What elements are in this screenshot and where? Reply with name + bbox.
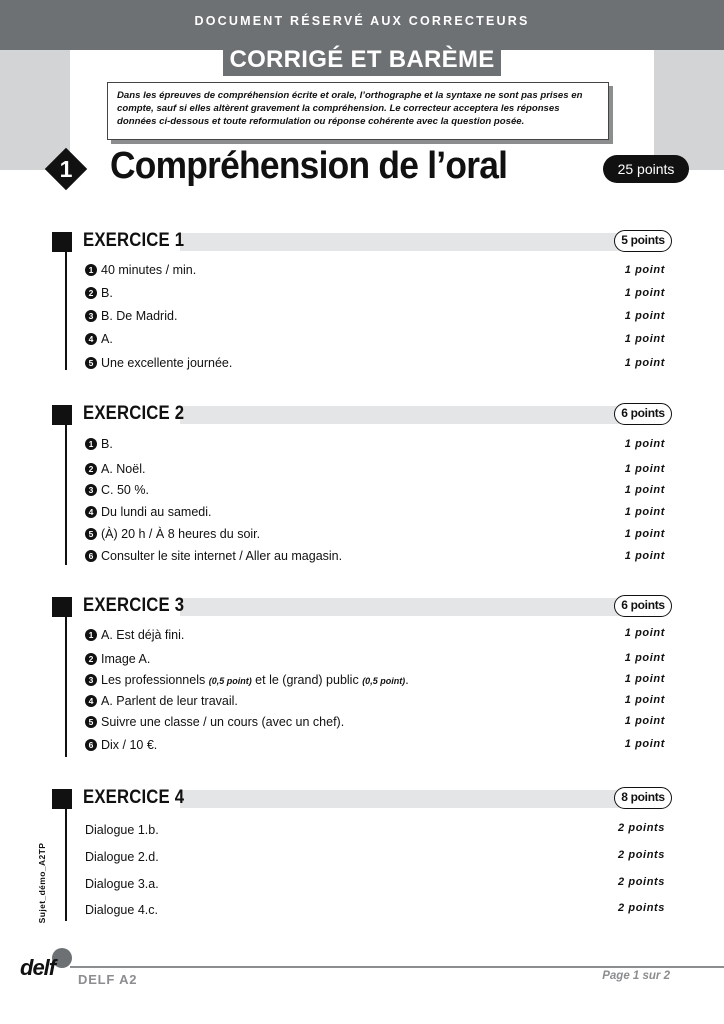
answer-row: Dialogue 2.d.: [85, 850, 159, 864]
answer-number-icon: 6: [85, 550, 97, 562]
answer-row: [85, 715, 344, 729]
answer-number-icon: 4: [85, 333, 97, 345]
answer-row: [85, 505, 211, 519]
exercise-rule: [65, 617, 67, 757]
answer-number-icon: 4: [85, 695, 97, 707]
document-code: Sujet_démo_A2TP: [37, 842, 47, 924]
exercise-points-badge: 6 points: [614, 595, 672, 617]
answer-text: A. Parlent de leur travail.: [101, 694, 238, 708]
answer-text: Image A.: [101, 652, 151, 666]
answer-text: (À) 20 h / À 8 heures du soir.: [101, 527, 261, 541]
exercise-points-badge: 8 points: [614, 787, 672, 809]
answer-points: 2 points: [618, 849, 665, 861]
answer-points: 1 point: [624, 287, 665, 299]
exercise-marker-icon: [52, 405, 72, 425]
answer-points: 1 point: [624, 627, 665, 639]
answer-number-icon: 2: [85, 653, 97, 665]
exercise-title: EXERCICE 2: [83, 403, 185, 424]
answer-row: [85, 286, 113, 300]
answer-points: 1 point: [624, 264, 665, 276]
exercise-band: [180, 233, 620, 251]
answer-row: Dialogue 4.c.: [85, 903, 158, 917]
answer-inline-points: (0,5 point): [362, 676, 406, 686]
answer-row: [85, 309, 177, 323]
answer-row: [85, 263, 196, 277]
answer-text: A. Est déjà fini.: [101, 628, 185, 642]
exam-level: DELF A2: [78, 972, 138, 987]
answer-number-icon: 6: [85, 739, 97, 751]
answer-text: Une excellente journée.: [101, 356, 233, 370]
answer-points: 1 point: [624, 484, 665, 496]
answer-row: Dialogue 1.b.: [85, 823, 159, 837]
answer-row: [85, 673, 409, 687]
answer-number-icon: 5: [85, 528, 97, 540]
exercise-band: [180, 406, 620, 424]
answer-number-icon: 2: [85, 287, 97, 299]
answer-row: Dialogue 3.a.: [85, 877, 159, 891]
answer-number-icon: 3: [85, 484, 97, 496]
answer-row: [85, 332, 113, 346]
exercise-rule: [65, 252, 67, 370]
answer-points: 2 points: [618, 902, 665, 914]
answer-text: 40 minutes / min.: [101, 263, 197, 277]
answer-number-icon: 5: [85, 716, 97, 728]
document-title: CORRIGÉ ET BARÈME: [223, 43, 501, 76]
answer-points: 1 point: [624, 333, 665, 345]
answer-points: 1 point: [624, 673, 665, 685]
answer-inline-points: (0,5 point): [208, 676, 252, 686]
answer-row: [85, 356, 232, 370]
answer-number-icon: 1: [85, 629, 97, 641]
page-number: Page 1 sur 2: [602, 970, 670, 982]
header-side-right: [654, 50, 724, 170]
answer-points: 1 point: [624, 310, 665, 322]
exercise-rule: [65, 425, 67, 565]
answer-points: 1 point: [624, 528, 665, 540]
answer-points: 1 point: [624, 694, 665, 706]
exercise-marker-icon: [52, 232, 72, 252]
answer-text: et le (grand) public: [251, 673, 363, 687]
answer-text: Dix / 10 €.: [101, 738, 158, 752]
answer-text: .: [405, 673, 409, 687]
footer-rule: [70, 966, 724, 968]
section-title: Compréhension de l’oral: [110, 145, 508, 187]
answer-number-icon: 3: [85, 310, 97, 322]
answer-text: A.: [101, 332, 113, 346]
answer-row: [85, 462, 145, 476]
answer-number-icon: 3: [85, 674, 97, 686]
answer-row: [85, 527, 260, 541]
answer-row: [85, 483, 149, 497]
answer-row: [85, 738, 157, 752]
exercise-marker-icon: [52, 597, 72, 617]
exercise-title: EXERCICE 3: [83, 595, 185, 616]
exercise-band: [180, 598, 620, 616]
answer-text: B. De Madrid.: [101, 309, 178, 323]
answer-row: [85, 652, 150, 666]
answer-points: 1 point: [624, 652, 665, 664]
answer-row: [85, 437, 113, 451]
answer-text: A. Noël.: [101, 462, 146, 476]
exercise-points-badge: 5 points: [614, 230, 672, 252]
answer-text: Consulter le site internet / Aller au magasin.: [101, 549, 343, 563]
exercise-title: EXERCICE 4: [83, 787, 185, 808]
answer-text: B.: [101, 286, 113, 300]
answer-points: 1 point: [624, 357, 665, 369]
answer-number-icon: 2: [85, 463, 97, 475]
exercise-rule: [65, 809, 67, 921]
exercise-title: EXERCICE 1: [83, 230, 185, 251]
answer-text: Les professionnels: [101, 673, 209, 687]
answer-points: 2 points: [618, 822, 665, 834]
answer-points: 1 point: [624, 506, 665, 518]
instructions-box: Dans les épreuves de compréhension écrite et orale, l’orthographe et la syntaxe ne sont pas prises en compte, sauf si elles altèrent gravement la compréhension. Le correcteur acceptera les réponses données ci-dessous et toute reformulation ou réponse cohérente avec la question posée.: [107, 82, 609, 140]
answer-points: 1 point: [624, 738, 665, 750]
exercise-points-badge: 6 points: [614, 403, 672, 425]
answer-row: [85, 628, 184, 642]
answer-text: B.: [101, 437, 113, 451]
answer-number-icon: 4: [85, 506, 97, 518]
answer-number-icon: 5: [85, 357, 97, 369]
answer-points: 1 point: [624, 438, 665, 450]
answer-points: 1 point: [624, 550, 665, 562]
exercise-band: [180, 790, 620, 808]
answer-text: Du lundi au samedi.: [101, 505, 212, 519]
delf-logo: delf: [20, 955, 56, 980]
answer-text: Suivre une classe / un cours (avec un chef).: [101, 715, 345, 729]
answer-points: 1 point: [624, 463, 665, 475]
answer-number-icon: 1: [85, 438, 97, 450]
answer-row: [85, 694, 238, 708]
answer-points: 1 point: [624, 715, 665, 727]
answer-text: C. 50 %.: [101, 483, 149, 497]
section-number: 1: [59, 156, 73, 182]
answer-number-icon: 1: [85, 264, 97, 276]
section-points-badge: 25 points: [603, 155, 689, 183]
exercise-marker-icon: [52, 789, 72, 809]
answer-row: [85, 549, 342, 563]
reserved-notice: DOCUMENT RÉSERVÉ AUX CORRECTEURS: [194, 14, 530, 28]
answer-points: 2 points: [618, 876, 665, 888]
